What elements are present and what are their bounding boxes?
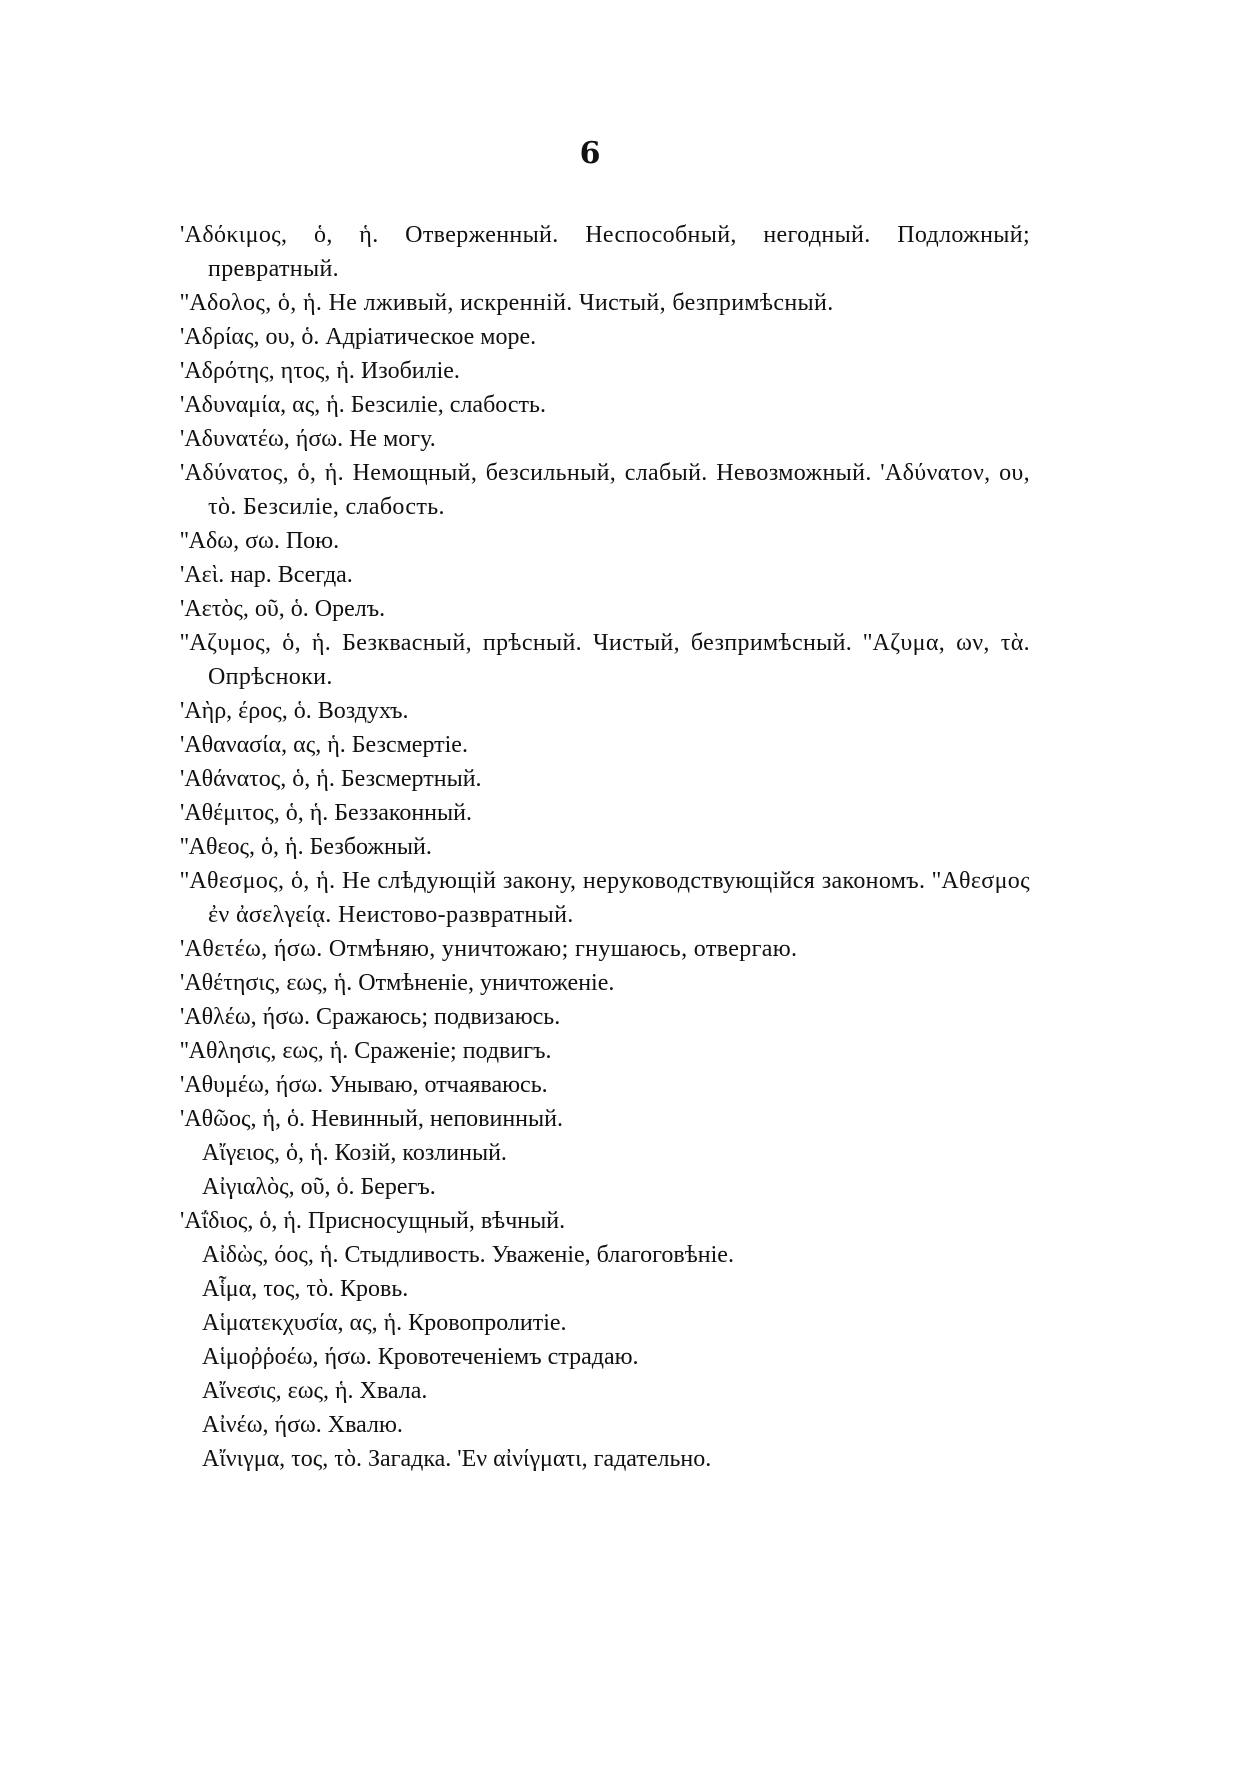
dictionary-entry: ''Αζυμος, ὁ, ἡ. Безквасный, прѣсный. Чистый, безпримѣсный. ''Αζυμα, ων, τὰ. Опрѣсноки. bbox=[180, 630, 1030, 690]
dictionary-entry: Αἰγιαλὸς, οῦ, ὁ. Берегъ. bbox=[202, 1174, 436, 1200]
dictionary-entry: Αἷμα, τος, τὸ. Кровь. bbox=[202, 1276, 409, 1302]
dictionary-entry: 'Αδρότης, ητος, ἡ. Изобиліе. bbox=[180, 358, 460, 384]
dictionary-entry: Αἴνιγμα, τος, τὸ. Загадка. 'Εν αἰνίγματι, гадательно. bbox=[202, 1446, 712, 1472]
dictionary-entry: 'Αετὸς, οῦ, ὁ. Орелъ. bbox=[180, 596, 386, 622]
dictionary-entry: ''Αθλησις, εως, ἡ. Сраженіе; подвигъ. bbox=[180, 1038, 552, 1064]
entry-list bbox=[180, 218, 1030, 1476]
dictionary-entry: Αἰνέω, ήσω. Хвалю. bbox=[202, 1412, 403, 1438]
dictionary-entry: ''Αδολος, ὁ, ἡ. Не лживый, искренній. Чистый, безпримѣсный. bbox=[180, 290, 834, 316]
dictionary-entry: 'Αΐδιος, ὁ, ἡ. Присносущный, вѣчный. bbox=[180, 1208, 566, 1234]
dictionary-entry: 'Αθλέω, ήσω. Сражаюсь; подвизаюсь. bbox=[180, 1004, 561, 1030]
dictionary-entry: 'Αθέμιτος, ὁ, ἡ. Беззаконный. bbox=[180, 800, 472, 826]
dictionary-entry: 'Αδυνατέω, ήσω. Не могу. bbox=[180, 426, 436, 452]
dictionary-entry: ''Αθεσμος, ὁ, ἡ. Не слѣдующій закону, неруководствующійся закономъ. ''Αθεσμος ἐν ἀσελγείᾳ. Неистово-развратный. bbox=[180, 868, 1030, 928]
dictionary-entry: Αἴνεσις, εως, ἡ. Хвала. bbox=[202, 1378, 428, 1404]
dictionary-entry: 'Αθυμέω, ήσω. Унываю, отчаяваюсь. bbox=[180, 1072, 548, 1098]
dictionary-entry: 'Αθετέω, ήσω. Отмѣняю, уничтожаю; гнушаюсь, отвергаю. bbox=[180, 936, 798, 962]
dictionary-entry: 'Αδόκιμος, ὁ, ἡ. Отверженный. Неспособный, негодный. Подложный; превратный. bbox=[180, 222, 1030, 282]
dictionary-entry: 'Αθανασία, ας, ἡ. Безсмертіе. bbox=[180, 732, 468, 758]
dictionary-entry: 'Αδύνατος, ὁ, ἡ. Немощный, безсильный, слабый. Невозможный. 'Αδύνατον, ου, τὸ. Безсиліе, слабость. bbox=[180, 460, 1030, 520]
dictionary-entry: 'Αδρίας, ου, ὁ. Адріатическое море. bbox=[180, 324, 537, 350]
dictionary-entry: ''Αθεος, ὁ, ἡ. Безбожный. bbox=[180, 834, 432, 860]
dictionary-entry: Αἱμοῤῥοέω, ήσω. Кровотеченіемъ страдаю. bbox=[202, 1344, 639, 1370]
dictionary-entry: 'Αὴρ, έρος, ὁ. Воздухъ. bbox=[180, 698, 409, 724]
dictionary-entry: 'Αδυναμία, ας, ἡ. Безсиліе, слабость. bbox=[180, 392, 546, 418]
page-number: 6 bbox=[579, 136, 601, 171]
dictionary-entry: Αἴγειος, ὁ, ἡ. Козій, козлиный. bbox=[202, 1140, 507, 1166]
dictionary-entry: 'Αθάνατος, ὁ, ἡ. Безсмертный. bbox=[180, 766, 482, 792]
dictionary-entry: Αἱματεκχυσία, ας, ἡ. Кровопролитіе. bbox=[202, 1310, 567, 1336]
dictionary-entry: 'Αθῶος, ἡ, ὁ. Невинный, неповинный. bbox=[180, 1106, 563, 1132]
dictionary-entry: 'Αθέτησις, εως, ἡ. Отмѣненіе, уничтоженіе. bbox=[180, 970, 615, 996]
dictionary-entry: Αἰδὼς, όος, ἡ. Стыдливость. Уваженіе, благоговѣніе. bbox=[202, 1242, 734, 1268]
dictionary-entry: 'Αεὶ. нар. Всегда. bbox=[180, 562, 353, 588]
dictionary-entry: ''Αδω, σω. Пою. bbox=[180, 528, 340, 554]
